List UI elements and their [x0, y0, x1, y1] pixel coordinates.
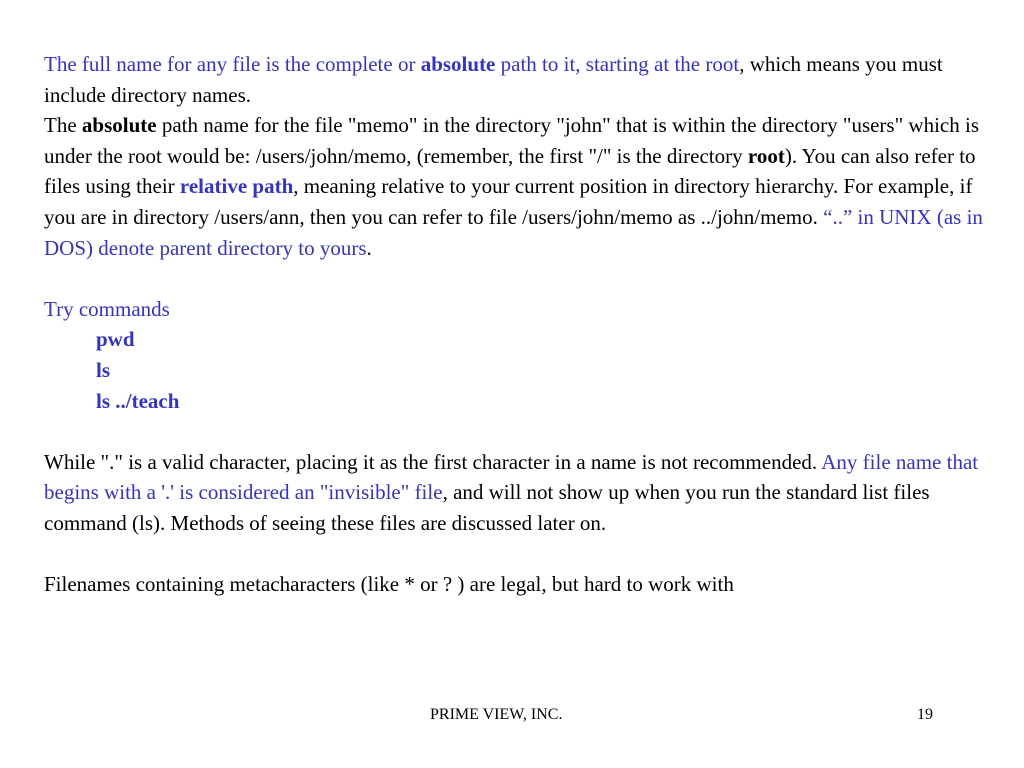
highlight-text: path to it, starting at the root [495, 52, 740, 76]
spacer [44, 416, 984, 447]
body-text: , which means you must include directory names. [44, 52, 943, 107]
keyword-absolute: absolute [81, 113, 157, 138]
highlight-text: “..” in UNIX (as in DOS) denote parent directory to yours [44, 204, 983, 260]
paragraph-metacharacters: Filenames containing metacharacters (like * or ? ) are legal, but hard to work with [44, 572, 734, 597]
spacer [44, 539, 984, 570]
command-ls-teach: ls ../teach [96, 388, 180, 413]
footer-company: PRIME VIEW, INC. [430, 706, 563, 723]
body-text: The [44, 113, 82, 138]
paragraph-full-name [44, 49, 984, 110]
try-commands-heading: Try commands [44, 296, 170, 321]
keyword-absolute: absolute [420, 52, 496, 76]
command-pwd: pwd [96, 327, 135, 352]
keyword-root: root [747, 143, 785, 168]
paragraph-invisible-files [44, 447, 984, 539]
page-number: 19 [917, 706, 933, 723]
paragraph-absolute-path [44, 110, 984, 263]
body-text: While "." is a valid character, placing it as the first character in a name is not recommended. [44, 449, 822, 474]
slide-body [44, 49, 984, 600]
body-text: . [366, 235, 372, 260]
body-text: ). You can also refer to files using their [44, 143, 976, 199]
highlight-text: Any file name that begins with a '.' is considered an "invisible" file [44, 449, 979, 505]
body-text: , and will not show up when you run the standard list files command (ls). Methods of seeing these files are discussed later on. [44, 480, 930, 535]
keyword-relative-path: relative path [179, 174, 294, 199]
body-text: path name for the file "memo" in the directory "john" that is within the directory "users" which is under the root would be: /users/john/memo, (remember, the first "/" is the directory [44, 113, 979, 168]
highlight-text: The full name for any file is the complete or [44, 52, 421, 76]
command-ls: ls [96, 357, 111, 382]
spacer [44, 263, 984, 294]
body-text: , meaning relative to your current position in directory hierarchy. For example, if you are in directory /users/ann, then you can refer to file /users/john/memo as ../john/memo. [44, 174, 973, 229]
